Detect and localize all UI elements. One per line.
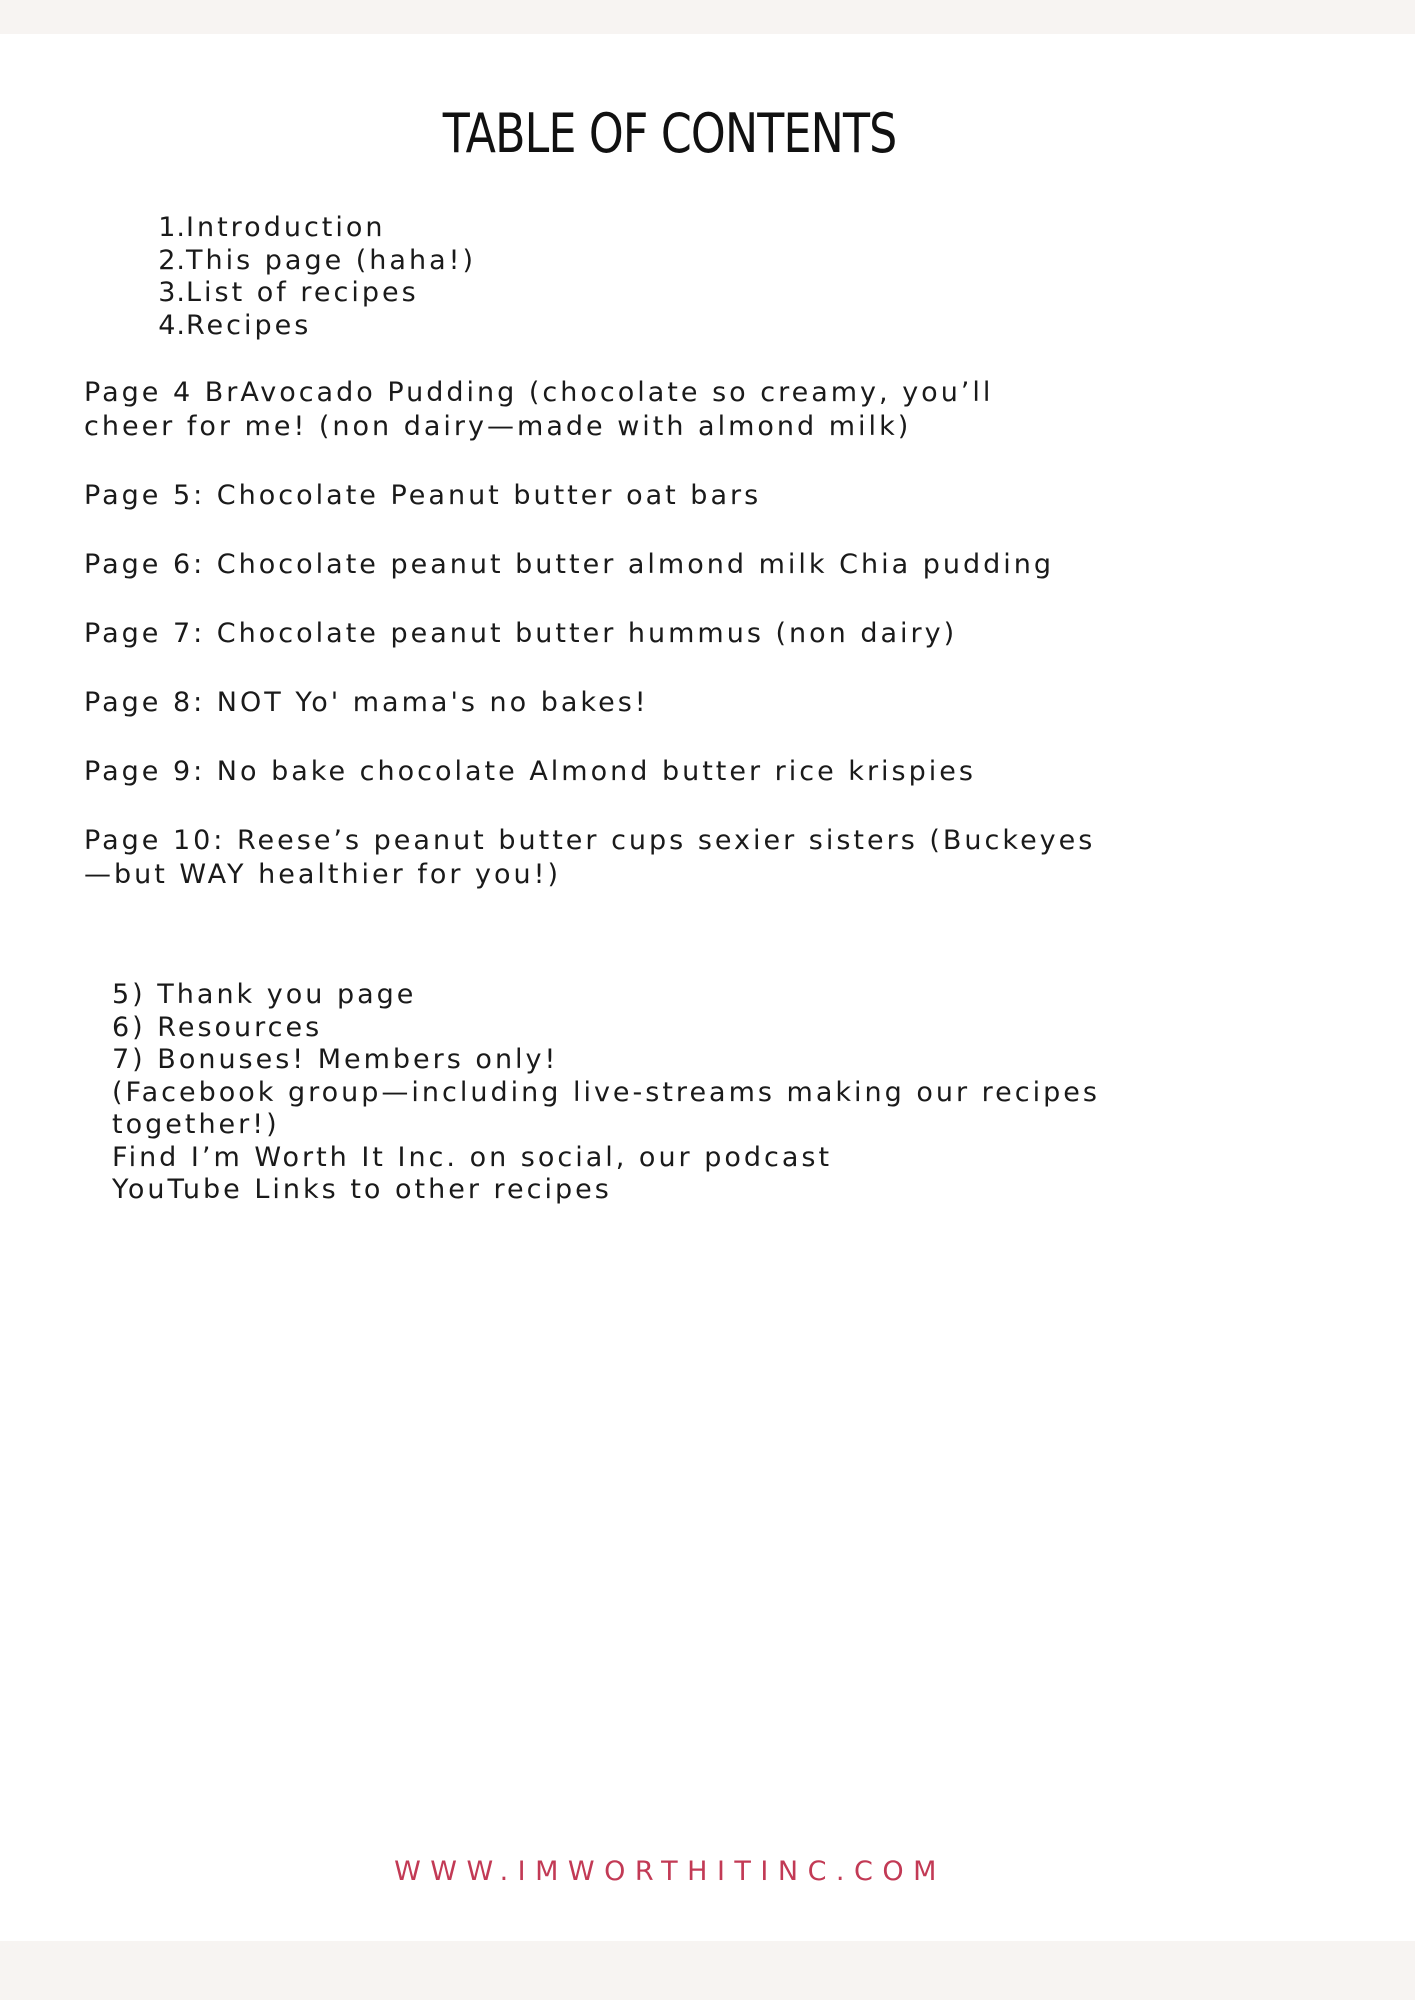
recipe-line: cheer for me! (non dairy—made with almond milk) bbox=[84, 411, 912, 442]
toc-item-number: 3. bbox=[158, 277, 186, 308]
toc-list bbox=[150, 212, 476, 342]
document-page bbox=[0, 34, 1415, 1941]
recipe-entry-page-10 bbox=[84, 824, 1334, 892]
recipe-line: Page 9: No bake chocolate Almond butter rice krispies bbox=[84, 756, 976, 787]
extras-list bbox=[112, 979, 1100, 1207]
extras-thank-you-page: 5) Thank you page bbox=[112, 979, 417, 1010]
toc-item-number: 2. bbox=[158, 244, 186, 276]
toc-item-label: Recipes bbox=[186, 309, 312, 341]
recipe-entry-page-7 bbox=[84, 617, 1334, 651]
recipe-entry-page-6 bbox=[84, 548, 1334, 582]
toc-item-recipes bbox=[150, 310, 476, 343]
extras-bonuses: 7) Bonuses! Members only! bbox=[112, 1044, 559, 1075]
toc-item-introduction bbox=[150, 212, 476, 245]
recipe-line: Page 5: Chocolate Peanut butter oat bars bbox=[84, 480, 762, 511]
extras-facebook-group: (Facebook group—including live-streams making our recipes bbox=[112, 1076, 1100, 1108]
recipe-line: Page 10: Reese’s peanut butter cups sexier sisters (Buckeyes bbox=[84, 825, 1096, 856]
toc-item-this-page bbox=[150, 245, 476, 278]
recipe-entry-page-8 bbox=[84, 686, 1334, 720]
recipe-entry-page-9 bbox=[84, 755, 1334, 789]
recipe-line: Page 6: Chocolate peanut butter almond milk Chia pudding bbox=[84, 549, 1054, 580]
recipe-entry-page-5 bbox=[84, 479, 1334, 513]
page-title: TABLE OF CONTENTS bbox=[442, 102, 897, 165]
recipe-line: Page 4 BrAvocado Pudding (chocolate so creamy, you’ll bbox=[84, 377, 994, 408]
toc-item-number: 1. bbox=[158, 212, 186, 243]
extras-youtube-links: YouTube Links to other recipes bbox=[112, 1174, 612, 1205]
recipe-line: —but WAY healthier for you!) bbox=[84, 859, 562, 890]
extras-social-podcast: Find I’m Worth It Inc. on social, our podcast bbox=[112, 1141, 833, 1173]
toc-item-label: This page (haha!) bbox=[186, 244, 476, 276]
extras-facebook-group-continued: together!) bbox=[112, 1109, 280, 1140]
recipe-list bbox=[84, 376, 1334, 927]
toc-item-list-of-recipes bbox=[150, 277, 476, 310]
toc-item-label: List of recipes bbox=[186, 277, 419, 308]
extras-resources: 6) Resources bbox=[112, 1011, 323, 1043]
toc-item-label: Introduction bbox=[186, 212, 386, 243]
recipe-line: Page 7: Chocolate peanut butter hummus (non dairy) bbox=[84, 618, 958, 649]
toc-item-number: 4. bbox=[158, 309, 186, 341]
recipe-entry-page-4 bbox=[84, 376, 1334, 444]
recipe-line: Page 8: NOT Yo' mama's no bakes! bbox=[84, 687, 649, 718]
website-url-footer: WWW.IMWORTHITINC.COM bbox=[394, 1856, 946, 1887]
